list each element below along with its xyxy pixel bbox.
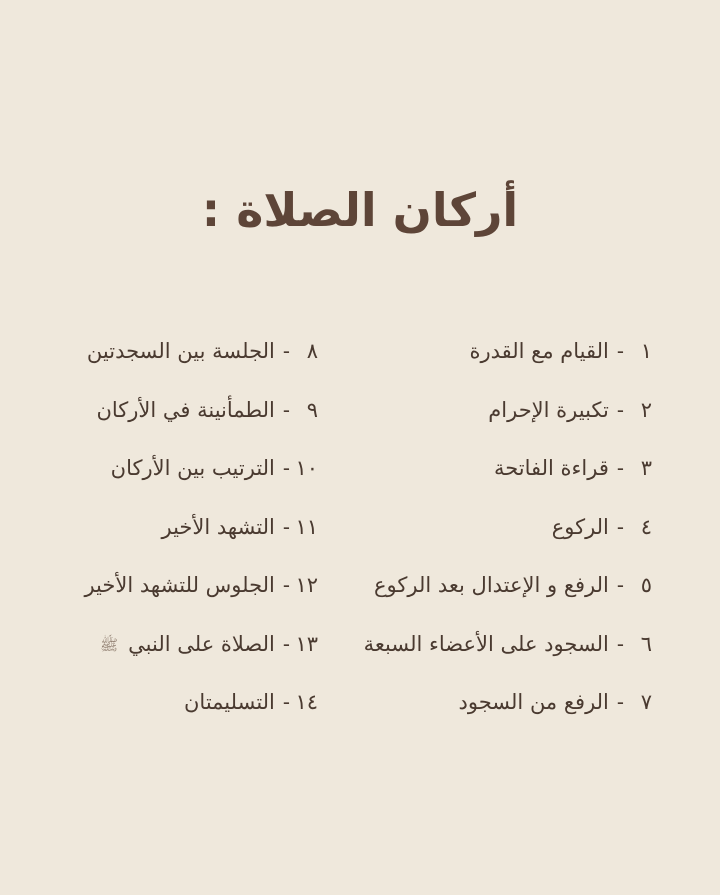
item-number: ١٢ [295, 573, 318, 597]
list-item: ٤-الركوع [352, 498, 652, 557]
page-title: أركان الصلاة : [201, 183, 519, 237]
item-number: ١١ [295, 514, 318, 539]
list-item: ١٢-الجلوس للتشهد الأخير [0, 556, 318, 615]
item-number: ١٣ [295, 631, 318, 656]
item-text: القيام مع القدرة [469, 339, 609, 363]
list-item: ١١-التشهد الأخير [0, 498, 318, 557]
list-item: ٥-الرفع و الإعتدال بعد الركوع [352, 556, 652, 615]
list-item: ١٣-الصلاة على النبيﷺ [0, 615, 318, 674]
item-number: ٦ [640, 631, 652, 656]
item-number: ١٠ [295, 456, 318, 480]
item-number: ١٤ [295, 690, 318, 714]
item-text: قراءة الفاتحة [493, 456, 609, 480]
list-item: ١-القيام مع القدرة [352, 322, 652, 381]
item-text: السجود على الأعضاء السبعة [363, 631, 609, 656]
list-item: ٧-الرفع من السجود [352, 673, 652, 732]
list-item: ٩-الطمأنينة في الأركان [0, 381, 318, 440]
pillars-list-left [0, 322, 318, 732]
item-text: الطمأنينة في الأركان [96, 397, 275, 422]
list-item: ٣-قراءة الفاتحة [352, 439, 652, 498]
item-text: التسليمتان [184, 690, 275, 714]
list-item: ١٠-الترتيب بين الأركان [0, 439, 318, 498]
item-text: الرفع من السجود [458, 690, 609, 714]
pillars-list-right [352, 322, 652, 732]
item-text: الصلاة على النبي [128, 631, 275, 656]
list-item: ٢-تكبيرة الإحرام [352, 381, 652, 440]
item-text: الترتيب بين الأركان [110, 456, 275, 480]
item-text: الجلسة بين السجدتين [86, 339, 275, 363]
list-item: ٦-السجود على الأعضاء السبعة [352, 615, 652, 674]
list-item: ١٤-التسليمتان [0, 673, 318, 732]
item-text: الركوع [551, 514, 609, 539]
item-number: ٥ [640, 573, 652, 597]
item-text: تكبيرة الإحرام [488, 397, 609, 422]
item-number: ٨ [306, 339, 318, 363]
item-number: ١ [640, 339, 652, 363]
item-number: ٣ [640, 456, 652, 480]
list-item: ٨-الجلسة بين السجدتين [0, 322, 318, 381]
salawat-symbol-icon: ﷺ [100, 635, 119, 654]
item-text: الجلوس للتشهد الأخير [84, 573, 275, 597]
item-number: ٢ [640, 397, 652, 422]
item-number: ٩ [306, 397, 318, 422]
item-number: ٧ [640, 690, 652, 714]
item-text: الرفع و الإعتدال بعد الركوع [374, 573, 609, 597]
item-number: ٤ [640, 514, 652, 539]
item-text: التشهد الأخير [161, 514, 275, 539]
